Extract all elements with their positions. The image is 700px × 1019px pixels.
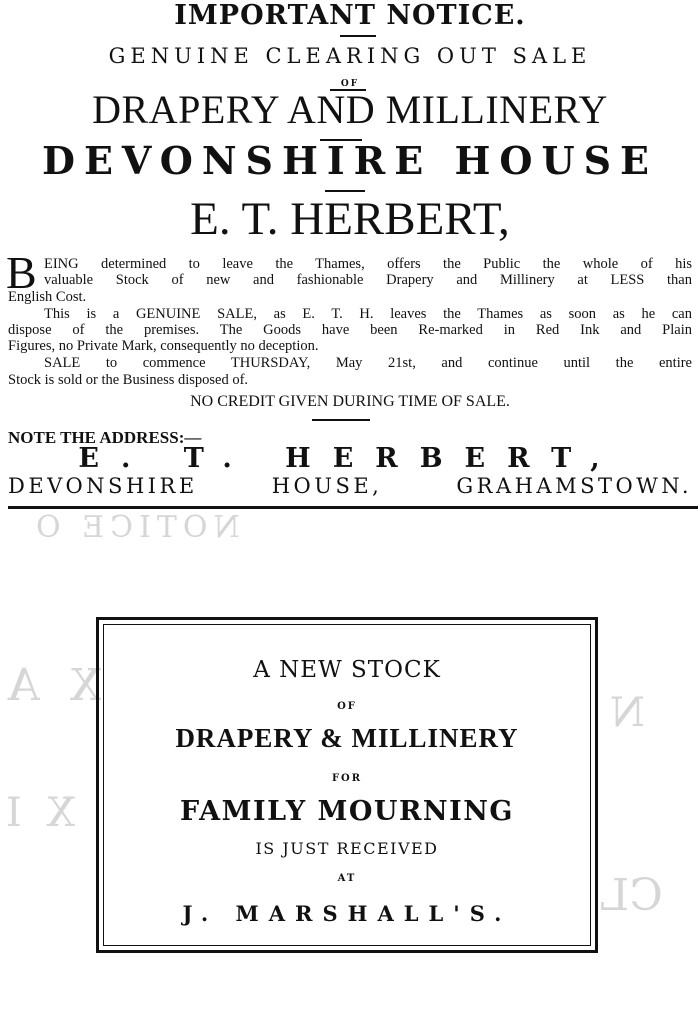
of-connector: OF <box>340 79 360 89</box>
bleed-through-text: X A <box>0 660 102 711</box>
advert-category: DRAPERY & MILLINERY <box>175 723 519 753</box>
body-line: valuable Stock of new and fashionable Drapery and Millinery at LESS than <box>44 272 692 288</box>
house-title: DEVONSHIRE HOUSE <box>41 138 658 183</box>
note-address-label: NOTE THE ADDRESS:— <box>8 428 202 447</box>
address-location: DEVONSHIRE HOUSE, GRAHAMSTOWN. <box>8 474 692 498</box>
advert-of: OF <box>337 701 357 712</box>
advert-for: FOR <box>331 773 363 784</box>
category-title: DRAPERY AND MILLINERY <box>92 87 608 132</box>
body-line: Stock is sold or the Business disposed of. <box>8 372 249 388</box>
body-line: This is a GENUINE SALE, as E. T. H. leaves the Thames as soon as he can <box>44 306 692 322</box>
advert-inner-border <box>103 624 591 946</box>
advert-at: AT <box>337 873 357 884</box>
divider <box>340 35 376 37</box>
bleed-through-text: CL <box>600 870 663 921</box>
body-line: EING determined to leave the Thames, offers the Public the whole of his <box>44 256 692 272</box>
no-credit-notice: NO CREDIT GIVEN DURING TIME OF SALE. <box>190 393 510 410</box>
section-divider <box>8 506 698 509</box>
drop-cap: B <box>6 247 37 298</box>
bleed-through-text: NOTICE O <box>30 510 240 545</box>
bleed-through-text: X I <box>0 790 75 836</box>
advert-line: A NEW STOCK <box>253 657 441 683</box>
advert-merchant: J. MARSHALL'S. <box>182 901 512 926</box>
body-line: English Cost. <box>8 289 87 305</box>
advert-received: IS JUST RECEIVED <box>255 839 439 858</box>
proprietor-name: E. T. HERBERT, <box>190 193 510 245</box>
body-line: SALE to commence THURSDAY, May 21st, and continue until the entire <box>44 355 692 371</box>
body-line: Figures, no Private Mark, consequently no deception. <box>8 338 319 354</box>
address-name: E. T. HERBERT, <box>78 443 622 474</box>
bleed-through-text: N <box>610 690 645 736</box>
notice-heading: IMPORTANT NOTICE. <box>174 0 526 31</box>
body-line: dispose of the premises. The Goods have been Re-marked in Red Ink and Plain <box>8 322 692 338</box>
advert-box <box>96 617 598 953</box>
divider <box>312 419 370 421</box>
sale-line: GENUINE CLEARING OUT SALE <box>108 44 592 68</box>
advert-purpose: FAMILY MOURNING <box>180 796 514 827</box>
